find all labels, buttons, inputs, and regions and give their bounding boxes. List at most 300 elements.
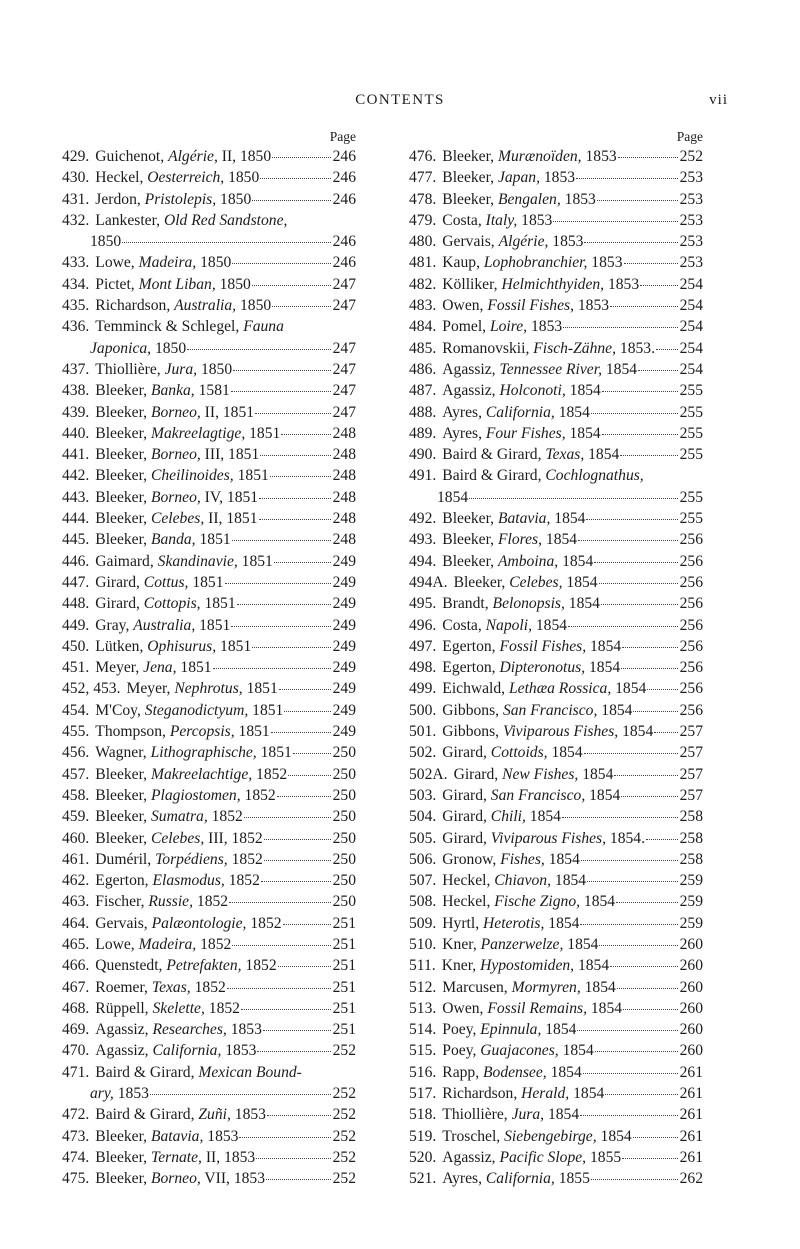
entry-page-number: 256 (679, 531, 703, 549)
entry-page-number: 260 (679, 1021, 703, 1039)
dot-leader (580, 1112, 677, 1116)
dot-leader (597, 197, 678, 201)
contents-entry (62, 849, 356, 870)
entry-page-number: 260 (679, 935, 703, 953)
contents-entry (409, 231, 703, 252)
dot-leader (640, 282, 677, 286)
contents-entry (409, 295, 703, 316)
contents-entry (409, 252, 703, 273)
contents-entry (409, 465, 703, 486)
entry-title: Temminck & Schlegel, Fauna (95, 318, 284, 336)
entry-page-number: 251 (332, 978, 356, 996)
entry-number: 499. (409, 680, 437, 698)
dot-leader (252, 282, 331, 286)
entry-title: Baird & Girard, Mexican Bound- (95, 1063, 302, 1081)
entry-page-number: 247 (332, 360, 356, 378)
contents-entry (62, 167, 356, 188)
entry-title: Bleeker, Celebes, III, 1852 (95, 829, 263, 847)
contents-entry (62, 146, 356, 167)
contents-entry (62, 1019, 356, 1040)
entry-title: Agassiz, Researches, 1853 (95, 1021, 262, 1039)
entry-number: 502. (409, 744, 437, 762)
entry-continuation (62, 1083, 356, 1104)
entry-title: Roemer, Texas, 1852 (95, 978, 226, 996)
entry-page-number: 251 (332, 935, 356, 953)
entry-page-number: 246 (332, 254, 356, 272)
dot-leader (621, 793, 677, 797)
entry-page-number: 259 (679, 893, 703, 911)
dot-leader (568, 623, 678, 627)
entry-title: Bleeker, Borneo, VII, 1853 (95, 1170, 266, 1188)
entry-number: 497. (409, 637, 437, 655)
contents-entry (409, 998, 703, 1019)
entry-number: 438. (62, 382, 90, 400)
entry-page-number: 250 (332, 872, 356, 890)
entry-number: 441. (62, 446, 90, 464)
dot-leader (272, 154, 330, 158)
dot-leader (583, 1070, 678, 1074)
contents-entry (409, 529, 703, 550)
contents-entry (409, 423, 703, 444)
entry-number: 517. (409, 1085, 437, 1103)
contents-entry (62, 593, 356, 614)
contents-entry (62, 529, 356, 550)
entry-number: 507. (409, 872, 437, 890)
entry-number: 486. (409, 360, 437, 378)
dot-leader (281, 431, 330, 435)
contents-entry (62, 806, 356, 827)
contents-entry (62, 955, 356, 976)
entry-number: 504. (409, 808, 437, 826)
entry-number: 493. (409, 531, 437, 549)
entry-title: Girard, Cottus, 1851 (95, 573, 224, 591)
entry-number: 502A. (409, 765, 448, 783)
entry-number: 448. (62, 595, 90, 613)
entry-number: 435. (62, 297, 90, 315)
entry-title: Heckel, Fische Zigno, 1854 (442, 893, 616, 911)
contents-column-right (409, 128, 703, 1190)
entry-number: 520. (409, 1148, 437, 1166)
entry-number: 479. (409, 211, 437, 229)
entry-number: 460. (62, 829, 90, 847)
entry-page-number: 247 (332, 275, 356, 293)
entry-number: 476. (409, 148, 437, 165)
dot-leader (283, 921, 331, 925)
contents-entry (62, 359, 356, 380)
entry-title: Gervais, Palæontologie, 1852 (95, 914, 282, 932)
dot-leader (244, 814, 331, 818)
entry-page-number: 247 (332, 297, 356, 315)
entry-list (62, 146, 356, 1190)
entry-number: 458. (62, 786, 90, 804)
dot-leader (654, 729, 677, 733)
entry-page-number: 258 (679, 829, 703, 847)
dot-leader (231, 388, 331, 392)
contents-entry (62, 700, 356, 721)
entry-title: Costa, Italy, 1853 (442, 211, 553, 229)
entry-title: Fischer, Russie, 1852 (95, 893, 229, 911)
dot-leader (259, 516, 331, 520)
entry-page-number: 257 (679, 786, 703, 804)
dot-leader (252, 197, 330, 201)
contents-entry (409, 870, 703, 891)
contents-entry (409, 402, 703, 423)
contents-entry (62, 657, 356, 678)
contents-entry (62, 742, 356, 763)
entry-page-number: 251 (332, 1021, 356, 1039)
entry-title: Meyer, Jena, 1851 (95, 659, 212, 677)
contents-entry (409, 551, 703, 572)
entry-number: 489. (409, 424, 437, 442)
contents-entry (62, 316, 356, 337)
entry-title: Thompson, Percopsis, 1851 (95, 723, 270, 741)
entry-page-number: 249 (332, 616, 356, 634)
entry-number: 485. (409, 339, 437, 357)
entry-page-number: 250 (332, 893, 356, 911)
contents-entry (62, 274, 356, 295)
entry-page-number: 255 (679, 382, 703, 400)
entry-page-number: 252 (332, 1106, 356, 1124)
entry-number: 451. (62, 659, 90, 677)
entry-page-number: 252 (332, 1127, 356, 1145)
dot-leader (122, 239, 330, 243)
entry-page-number: 256 (679, 595, 703, 613)
dot-leader (633, 708, 677, 712)
entry-number: 518. (409, 1106, 437, 1124)
dot-leader (241, 1006, 331, 1010)
entry-page-number: 258 (679, 808, 703, 826)
entry-page-number: 256 (679, 552, 703, 570)
dot-leader (624, 260, 678, 264)
entry-title: Owen, Fossil Remains, 1854 (442, 999, 623, 1017)
entry-number: 455. (62, 723, 90, 741)
entry-number: 472. (62, 1106, 90, 1124)
dot-leader (591, 410, 678, 414)
entry-number: 492. (409, 510, 437, 528)
entry-title: Jerdon, Pristolepis, 1850 (95, 190, 252, 208)
entry-title: Gervais, Algérie, 1853 (442, 233, 584, 251)
contents-entry (62, 785, 356, 806)
contents-entry (62, 423, 356, 444)
dot-leader (577, 1027, 677, 1031)
entry-number: 464. (62, 914, 90, 932)
dot-leader (252, 644, 330, 648)
entry-page-number: 253 (679, 211, 703, 229)
dot-leader (599, 942, 677, 946)
dot-leader (259, 495, 331, 499)
entry-number: 488. (409, 403, 437, 421)
entry-title: Egerton, Dipteronotus, 1854 (442, 659, 621, 677)
dot-leader (602, 388, 678, 392)
entry-title: Bleeker, Banka, 1581 (95, 382, 230, 400)
entry-page-number: 257 (679, 744, 703, 762)
entry-number: 495. (409, 595, 437, 613)
entry-page-number: 252 (332, 1170, 356, 1188)
entry-continuation (409, 487, 703, 508)
dot-leader (553, 218, 677, 222)
entry-number: 447. (62, 573, 90, 591)
dot-leader (622, 644, 677, 648)
contents-entry (409, 657, 703, 678)
entry-number: 450. (62, 637, 90, 655)
dot-leader (232, 260, 330, 264)
entry-title: Hyrtl, Heterotis, 1854 (442, 914, 580, 932)
entry-page-number: 255 (679, 488, 703, 506)
entry-page-number: 254 (679, 297, 703, 315)
entry-page-number: 249 (332, 680, 356, 698)
entry-number: 449. (62, 616, 90, 634)
contents-entry (62, 636, 356, 657)
entry-number: 510. (409, 935, 437, 953)
entry-title: Lütken, Ophisurus, 1851 (95, 637, 252, 655)
entry-page-number: 247 (332, 382, 356, 400)
entry-number: 468. (62, 999, 90, 1017)
dot-leader (562, 814, 678, 818)
contents-entry (409, 678, 703, 699)
dot-leader (277, 793, 331, 797)
entry-number: 496. (409, 616, 437, 634)
dot-leader (264, 857, 331, 861)
contents-entry (409, 891, 703, 912)
entry-title: Troschel, Siebengebirge, 1854 (442, 1127, 632, 1145)
contents-entry (409, 316, 703, 337)
dot-leader (586, 516, 677, 520)
dot-leader (563, 324, 677, 328)
dot-leader (599, 580, 678, 584)
contents-entry (62, 572, 356, 593)
entry-page-number: 255 (679, 403, 703, 421)
contents-entry (409, 828, 703, 849)
entry-page-number: 256 (679, 701, 703, 719)
entry-number: 490. (409, 446, 437, 464)
entry-number: 466. (62, 957, 90, 975)
entry-page-number: 246 (332, 148, 356, 165)
entry-number: 429. (62, 148, 90, 165)
entry-title: Japonica, 1850 (90, 339, 187, 357)
contents-entry (409, 849, 703, 870)
entry-page-number: 261 (679, 1085, 703, 1103)
contents-entry (409, 359, 703, 380)
entry-page-number: 254 (679, 360, 703, 378)
entry-title: Ayres, California, 1855 (442, 1170, 590, 1188)
entry-number: 511. (409, 957, 436, 975)
entry-number: 521. (409, 1170, 437, 1188)
entry-title: Kaup, Lophobranchier, 1853 (442, 254, 623, 272)
entry-page-number: 252 (332, 1042, 356, 1060)
entry-title: Bleeker, Amboina, 1854 (442, 552, 594, 570)
entry-page-number: 253 (679, 169, 703, 187)
entry-number: 473. (62, 1127, 90, 1145)
contents-entry (62, 1168, 356, 1189)
entry-title: Baird & Girard, Zuñi, 1853 (95, 1106, 266, 1124)
entry-page-number: 252 (332, 1085, 356, 1103)
entry-title: Girard, San Francisco, 1854 (442, 786, 621, 804)
contents-entry (409, 167, 703, 188)
contents-entry (409, 593, 703, 614)
dot-leader (617, 985, 678, 989)
contents-entry (409, 806, 703, 827)
entry-page-number: 256 (679, 616, 703, 634)
contents-entry (409, 1062, 703, 1083)
contents-entry (409, 1147, 703, 1168)
entry-title: Girard, Cottopis, 1851 (95, 595, 236, 613)
entry-page-number: 249 (332, 701, 356, 719)
entry-page-number: 260 (679, 957, 703, 975)
entry-title: Bleeker, Borneo, II, 1851 (95, 403, 255, 421)
entry-title: Bleeker, Celebes, II, 1851 (95, 510, 258, 528)
contents-entry (409, 700, 703, 721)
contents-entry (62, 487, 356, 508)
dot-leader (633, 1134, 678, 1138)
dot-leader (150, 1091, 331, 1095)
entry-title: Gaimard, Skandinavie, 1851 (95, 552, 273, 570)
entry-page-number: 248 (332, 510, 356, 528)
entry-page-number: 248 (332, 446, 356, 464)
entry-title: Bleeker, Makreelachtige, 1852 (95, 765, 288, 783)
entry-number: 442. (62, 467, 90, 485)
entry-title: Pomel, Loire, 1853 (442, 318, 563, 336)
entry-number: 508. (409, 893, 437, 911)
entry-title: Lowe, Madeira, 1852 (95, 935, 232, 953)
entry-title: Lowe, Madeira, 1850 (95, 254, 232, 272)
entry-title: M'Coy, Steganodictyum, 1851 (95, 701, 284, 719)
entry-page-number: 249 (332, 595, 356, 613)
entry-title: Rüppell, Skelette, 1852 (95, 999, 240, 1017)
entry-title: Bleeker, Plagiostomen, 1852 (95, 786, 276, 804)
dot-leader (605, 1091, 677, 1095)
entry-page-number: 260 (679, 1042, 703, 1060)
entry-title: Bleeker, Ternate, II, 1853 (95, 1148, 256, 1166)
dot-leader (618, 154, 678, 158)
contents-entry (409, 955, 703, 976)
entry-title: Heckel, Oesterreich, 1850 (95, 169, 260, 187)
contents-entry (62, 678, 356, 699)
entry-title: Bleeker, Banda, 1851 (95, 531, 231, 549)
entry-page-number: 246 (332, 233, 356, 251)
entry-title: Meyer, Nephrotus, 1851 (126, 680, 278, 698)
entry-page-number: 251 (332, 957, 356, 975)
entry-title: Agassiz, California, 1853 (95, 1042, 257, 1060)
entry-title: Gray, Australia, 1851 (95, 616, 231, 634)
dot-leader (616, 899, 678, 903)
entry-page-number: 253 (679, 254, 703, 272)
entry-page-number: 250 (332, 786, 356, 804)
entry-number: 440. (62, 424, 90, 442)
entry-page-number: 248 (332, 531, 356, 549)
entry-title: Bleeker, Celebes, 1854 (453, 573, 598, 591)
dot-leader (227, 985, 331, 989)
entry-page-number: 253 (679, 233, 703, 251)
entry-title: Poey, Epinnula, 1854 (442, 1021, 577, 1039)
entry-title: Egerton, Fossil Fishes, 1854 (442, 637, 622, 655)
contents-entry (62, 465, 356, 486)
dot-leader (622, 1155, 677, 1159)
entry-page-number: 249 (332, 659, 356, 677)
entry-title: Gibbons, Viviparous Fishes, 1854 (442, 723, 654, 741)
entry-title: Baird & Girard, Cochlognathus, (442, 467, 644, 485)
entry-number: 469. (62, 1021, 90, 1039)
entry-number: 500. (409, 701, 437, 719)
contents-entry (409, 1019, 703, 1040)
entry-page-number: 249 (332, 637, 356, 655)
entry-page-number: 250 (332, 808, 356, 826)
entry-page-number: 246 (332, 190, 356, 208)
entry-page-number: 250 (332, 765, 356, 783)
page-title: CONTENTS (355, 92, 445, 108)
entry-title: Duméril, Torpédiens, 1852 (95, 850, 263, 868)
contents-entry (62, 551, 356, 572)
contents-entry (62, 615, 356, 636)
entry-page-number: 248 (332, 424, 356, 442)
contents-entry (409, 274, 703, 295)
entry-number: 514. (409, 1021, 437, 1039)
entry-number: 494. (409, 552, 437, 570)
contents-entry (409, 636, 703, 657)
dot-leader (601, 601, 678, 605)
entry-number: 480. (409, 233, 437, 251)
entry-number: 509. (409, 914, 437, 932)
contents-entry (409, 189, 703, 210)
contents-entry (409, 1168, 703, 1189)
contents-entry (62, 402, 356, 423)
entry-number: 445. (62, 531, 90, 549)
entry-title: Quenstedt, Petrefakten, 1852 (95, 957, 277, 975)
dot-leader (469, 495, 677, 499)
contents-entry (409, 380, 703, 401)
entry-title: Agassiz, Pacific Slope, 1855 (442, 1148, 622, 1166)
dot-leader (232, 537, 331, 541)
entry-page-number: 246 (332, 169, 356, 187)
dot-leader (587, 878, 678, 882)
entry-page-number: 258 (679, 850, 703, 868)
entry-number: 491. (409, 467, 437, 485)
entry-number: 443. (62, 488, 90, 506)
dot-leader (272, 303, 330, 307)
entry-number: 519. (409, 1127, 437, 1145)
entry-title: Pictet, Mont Liban, 1850 (95, 275, 251, 293)
entry-number: 487. (409, 382, 437, 400)
entry-title: Lankester, Old Red Sandstone, (95, 211, 288, 229)
dot-leader (293, 750, 331, 754)
entry-page-number: 255 (679, 510, 703, 528)
dot-leader (264, 836, 331, 840)
entry-title: Bleeker, Sumatra, 1852 (95, 808, 243, 826)
entry-title: Bleeker, Borneo, III, 1851 (95, 446, 260, 464)
entry-page-number: 249 (332, 573, 356, 591)
dot-leader (232, 942, 330, 946)
contents-entry (62, 295, 356, 316)
dot-leader (255, 410, 331, 414)
entry-page-number: 255 (679, 446, 703, 464)
entry-number: 512. (409, 978, 437, 996)
entry-page-number: 261 (679, 1148, 703, 1166)
entry-page-number: 262 (679, 1170, 703, 1188)
contents-entry (409, 1126, 703, 1147)
entry-number: 483. (409, 297, 437, 315)
entry-title: 1850 (90, 233, 122, 251)
entry-number: 515. (409, 1042, 437, 1060)
entry-title: Girard, New Fishes, 1854 (453, 765, 614, 783)
entry-number: 503. (409, 786, 437, 804)
entry-list (409, 146, 703, 1190)
entry-page-number: 259 (679, 914, 703, 932)
entry-title: Bleeker, Bengalen, 1853 (442, 190, 596, 208)
contents-entry (409, 742, 703, 763)
entry-page-number: 251 (332, 914, 356, 932)
entry-title: Richardson, Herald, 1854 (442, 1085, 605, 1103)
entry-number: 484. (409, 318, 437, 336)
entry-title: Richardson, Australia, 1850 (95, 297, 272, 315)
